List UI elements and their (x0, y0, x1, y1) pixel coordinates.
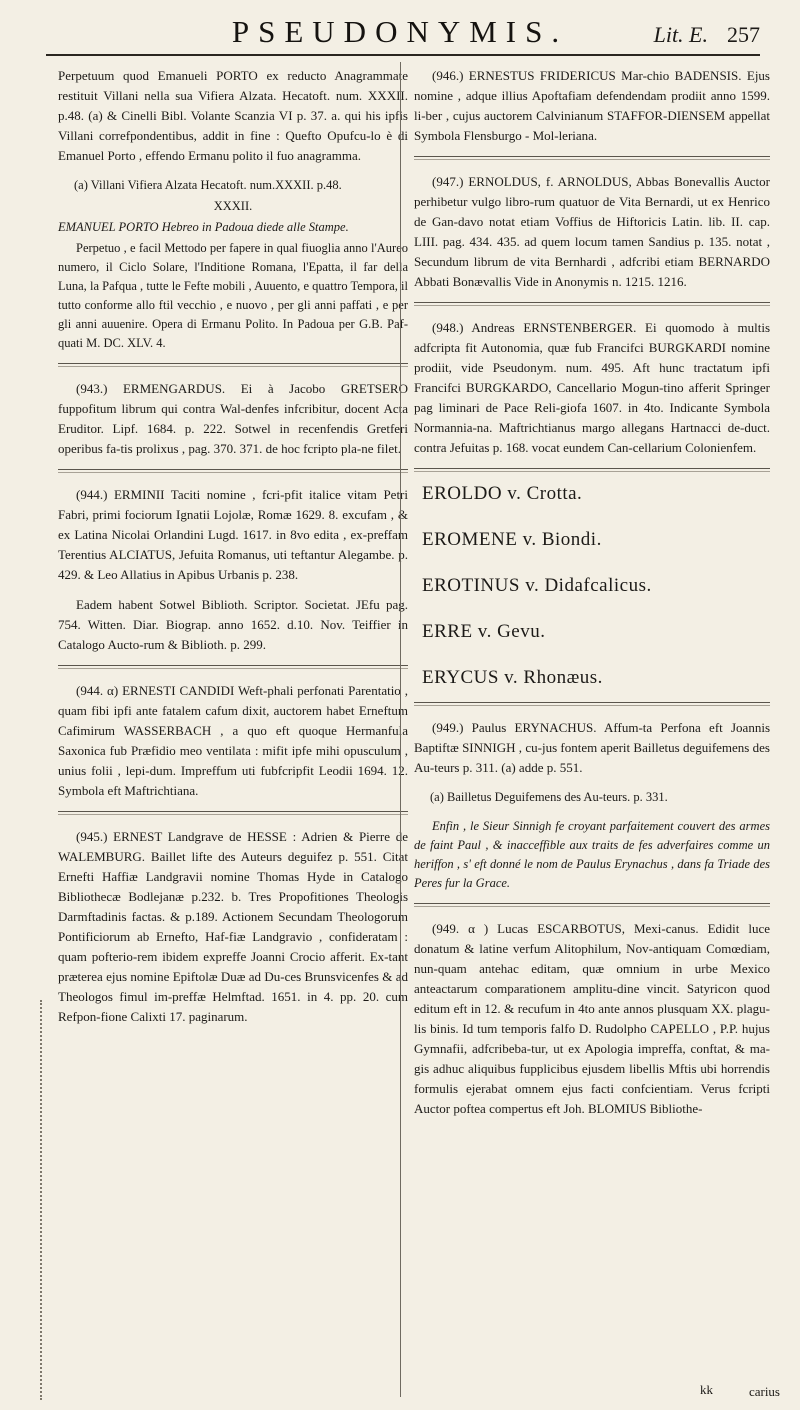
entry-947: (947.) ERNOLDUS, f. ARNOLDUS, Abbas Bonevallis Auctor perhibetur vulgo libro-rum quatuor de Vita Bernardi, ut ex Henrico de Gan-davo notat etiam Voffius de Hiftoricis Latin. lib. II. cap. LIII. pag. 434. 435. ad quem locum tamen Sandius p. 135. notat , Secundum librum de vita Bernhardi , adfcribi etiam BERNARDO Abbati Bonævallis Vide in Anonymis n. 1215. 1216. (414, 174, 770, 289)
entry-943: (943.) ERMENGARDUS. Ei à Jacobo GRETSERO fuppofitum librum qui contra Wal-denfes infcribitur, docent Acta Eruditor. Lipf. 1684. p. 222. Sotwel in recenfendis Gretferi operibus fa-tis prolixus , pag. 370. 371. de hoc fcripto pla-ne filet. (58, 381, 408, 456)
entry-948: (948.) Andreas ERNSTENBERGER. Ei quomodo à multis adfcripta fit Autonomia, quæ fub Francifci BURGKARDI nomine prodiit, vide Pseudonym. num. 495. Aft hunc tractatum ipfi Francifci BURGKARDO, Cancellario Mogun-tino afferit Springer pag liminari de Pace Reli-giofa 1607. in 4to. Indicante Symbola Normannia-na. Maftrichtianus margo allegans Hartnacci de-duct. contra Jefuitas p. 168. vocat eundem Can-cellarium Colonienfem. (414, 320, 770, 455)
separator (414, 903, 770, 907)
footnote-number: XXXII. (213, 199, 253, 213)
page-number: 257 (727, 22, 760, 47)
footnote-head: (a) Villani Vifiera Alzata Hecatoft. num.XXXII. p.48. (74, 178, 342, 192)
entry-944-continued: Eadem habent Sotwel Biblioth. Scriptor. Societat. JEfu pag. 754. Witten. Diar. Biograp. anno 1652. d.10. Nov. Teiffier in Catalogo Aucto-rum & Biblioth. p. 299. (58, 597, 408, 652)
separator (414, 468, 770, 472)
cross-reference-eroldo: EROLDO v. Crotta. (422, 483, 583, 504)
signature-mark: kk (700, 1382, 713, 1397)
separator (414, 702, 770, 706)
entry-949-alpha: (949. α ) Lucas ESCARBOTUS, Mexi-canus. Edidit luce donatum & latine verfum Alitophilum, Nov-antiquam Comœdiam, nun-quam antehac editam, quæ omnium in urbe Mexico anteactarum comparationem amplitu-dine vincit. Satyricon quod editum eft in 12. & recufum in 4to ante annos plusquam XX. plagu-lis binis. Id tum temporis falfo D. Rudolpho CAPELLO , P.P. hujus Gymnafii, adfcribeba-tur, ut ex Apologia impreffa, conftat, & ma-gis adhuc aliquibus fupplicibus ejusdem libellis Mftis ubi horrendis formulis ejerabat omnem ejus facti confcientiam. Verus fcripti Auctor poftea compertus eft Joh. BLOMIUS Bibliothe- (414, 921, 770, 1116)
entry-944: (944.) ERMINII Taciti nomine , fcri-pfit italice vitam Petri Fabri, primi fociorum Ignatii Lojolæ, Romæ 1629. 8. excufam , & ex Latina Nicolai Orlandini Lugd. 1617. in 8vo edita , ex-preffam Terentius ALCIATUS, Jefuita Romanus, uti teftantur Alegambe. p. 429. & Leo Allatius in Apibus Urbanis p. 238. (58, 487, 408, 582)
footnote-title: EMANUEL PORTO Hebreo in Padoua diede alle Stampe. (58, 220, 349, 234)
column-divider (400, 62, 401, 1397)
separator (58, 363, 408, 367)
footnote-baillet (414, 788, 770, 893)
cross-reference-eromene: EROMENE v. Biondi. (422, 529, 602, 550)
entry-942-continuation: Perpetuum quod Emanueli PORTO ex reducto Anagrammate restituit Villani nella sua Vifiera Alzata. Hecatoft. num. XXXII. p.48. (a) & Cinelli Bibl. Volante Scanzia VI p. 37. a. qui his ipfis Villani correfpondentibus, addit in fine : Quefto Opufcu-lo è di Emanuel Porto , effendo Ermanu polito il fuo anagramma. (58, 68, 408, 163)
separator (58, 665, 408, 669)
separator (58, 811, 408, 815)
entry-945: (945.) ERNEST Landgrave de HESSE : Adrien & Pierre de WALEMBURG. Baillet lifte des Auteurs deguifez p. 551. Citat Ernefti Haffiæ Landgravii nomine Thomas Hyde in Catalogo Bibliothecæ Bodlejanæ p.232. b. Tres Propofitiones Theologis Darmftadinis factas. & p.189. Actionem Secundam Theologorum Pontificiorum ab Ernefto, Haf-fiæ Landgravio , confideratam : quam pofterio-rem ibidem expreffe Joanni Crocio afferit. Ex-tant præterea ejus nomine Epiftolæ Duæ ad Du-ces Brunsvicenfes & ad Theologos fimul im-preffæ Helmftad. 1651. in 4. pp. 20. cum Refpon-fione Calixti 17. paginarum. (58, 829, 408, 1024)
footnote-body: Enfin , le Sieur Sinnigh fe croyant parfaitement couvert des armes de faint Paul , & inacceffible aux traits de fes adverfaires comme un heriffon , s' eft donné le nom de Paulus Erynachus , dans fa Triade des Peres fur la Grace. (414, 819, 770, 890)
cross-reference-erycus: ERYCUS v. Rhonæus. (422, 667, 603, 688)
cross-reference-erotinus: EROTINUS v. Didafcalicus. (422, 575, 652, 596)
page-header (40, 14, 760, 58)
footnote-head: (a) Bailletus Deguifemens des Au-teurs. p. 331. (430, 790, 668, 804)
running-title: PSEUDONYMIS. (231, 14, 569, 49)
left-column (58, 66, 408, 1037)
header-rule (46, 54, 760, 56)
entry-944-alpha: (944. α) ERNESTI CANDIDI Weft-phali perfonati Parentatio , quam fibi ipfi ante fatalem cafum dixit, auctorem habet Erneftum Cafimirum WASSERBACH , a quo eft quoque Hermanfula Saxonica fub Præfidio meo ventilata : mifit ipfe mihi opusculum , unius folii , lepi-dum. Impreffum uti fubfcripfit Leodii 1694. 12. Symbola eft Maftrichtiana. (58, 683, 408, 798)
entry-949: (949.) Paulus ERYNACHUS. Affum-ta Perfona eft Joannis Baptiftæ SINNIGH , cu-jus fontem aperit Bailletus deguifemens des Au-teurs p. 311. (a) adde p. 551. (414, 720, 770, 775)
section-mark: Lit. E. (653, 22, 708, 47)
entry-946: (946.) ERNESTUS FRIDERICUS Mar-chio BADENSIS. Ejus nomine , adque illius Apoftafiam defendendam prodiit anno 1599. li-ber , cujus auctorem Calvinianum STAFFOR-DIENSEM appellat Symbola Flensburgo - Mol-leriana. (414, 68, 770, 143)
separator (414, 302, 770, 306)
footnote-villani (58, 176, 408, 353)
right-column (414, 66, 770, 1129)
separator (58, 469, 408, 473)
footnote-body: Perpetuo , e facil Mettodo per fapere in qual fiuoglia anno l'Aureo numero, il Ciclo Solare, l'Inditione Romana, l'Epatta, il far della Luna, la Pafqua , tutte le Fefte mobili , Auuento, e quattro Tempora, il tutto conforme allo ftil vecchio , e nuovo , per gli anni paffati , e per gli anni auuenire. Opera di Ermanu Polito. In Padoua per G.B. Paf-quati M. DC. XLV. 4. (58, 241, 408, 350)
separator (414, 156, 770, 160)
binding-edge-mark (40, 1000, 46, 1400)
catchword: carius (748, 1384, 780, 1399)
cross-reference-erre: ERRE v. Gevu. (422, 621, 546, 642)
